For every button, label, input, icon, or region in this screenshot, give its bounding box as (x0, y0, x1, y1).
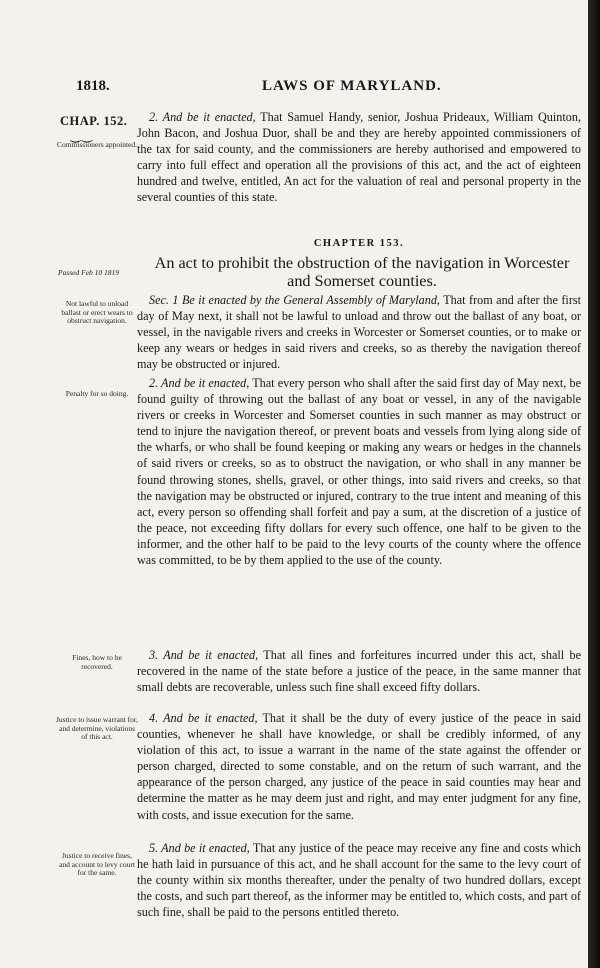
margin-note-justice-issue: Justice to issue warrant for, and determine, violations of this act. (56, 715, 138, 741)
chap152-section-2 (137, 109, 581, 206)
section-text: That every person who shall after the said first day of May next, be found guilty of throwing out the ballast of any boat or vessel, in any of the navigable rivers or creeks in Worcester and Somerset counties in such manner as may obstruct or tend to injure the navigation thereof, or prevent boats and vessels from lying along side of the wharfs, or who shall be found keeping or making any wears or hedges in the channels of said rivers or creeks, so as to obstruct the navigation, or who shall in any manner be found throwing stones, shells, gravel, or other things, into said rivers and creeks, so that the navigation may be obstructed or injured, contrary to the true intent and meaning of this act, every person so offending shall forfeit and pay a sum, at the discretion of a justice of the peace, not exceeding fifty dollars for every such offence, one half to be given to the informer, and the other half to be paid to the levy courts of the county where the offence was committed, to be by them applied to the use of the county. (137, 376, 581, 568)
chapter-title: CHAPTER 153. (313, 238, 405, 249)
brace-glyph: ⏝⏝ (70, 128, 94, 142)
chap153-section-3 (137, 647, 581, 695)
chap153-section-1 (137, 292, 581, 372)
act-title: An act to prohibit the obstruction of the navigation in Worcester and Somerset counties. (154, 254, 570, 291)
section-text: That from and after the first day of May next, it shall not be lawful to unload and throw out the ballast of any boat, or vessel, in the navigable rivers and creeks in Worcester or Somerset counties, or to make or keep any wears or hedges in said rivers and creeks, so as thereby the navigation thereof may be obstructed or injured. (137, 293, 582, 372)
margin-note-not-lawful: Not lawful to unload ballast or erect wears to obstruct navigation. (61, 299, 133, 325)
margin-passed-date: Passed Feb 10 1819 (58, 268, 120, 277)
book-spine-shadow (588, 0, 600, 968)
margin-note-commissioners: Commissioners appointed. (57, 140, 137, 149)
margin-note-justice-receive: Justice to receive fines, and account to levy court for the same. (59, 851, 135, 877)
section-lead: Sec. 1 Be it enacted by the General Assembly of Maryland, (149, 293, 440, 307)
section-text: That any justice of the peace may receive any fine and costs which he hath laid in pursuance of this act, and he shall account for the same to the levy court of the county within six months thereafter, under the penalty of two hundred dollars, except the costs, and such part thereof, as the informer may be entitled to, which costs, and part of such fine, shall be paid to the persons entitled thereto. (137, 841, 581, 920)
chap153-section-5 (137, 840, 581, 920)
section-lead: 5. And be it enacted, (149, 841, 250, 855)
chap153-section-2 (137, 375, 581, 568)
section-text: That it shall be the duty of every justice of the peace in said counties, whenever he shall have knowledge, or shall be credibly informed, of any violation of this act, to issue a warrant in the name of the state against the offender or person charged, directed to some constable, and on the return of such warrant, and the appearance of the person charged, any justice of the peace in said counties may hear and determine the matter as he may deem just and right, and may enter judgment for any fine, with costs, and issue execution for the same. (137, 711, 581, 822)
section-lead: 4. And be it enacted, (149, 711, 258, 725)
section-text: That all fines and forfeitures incurred under this act, shall be recovered in the name of the state before a justice of the peace, in the same manner that small debts are recoverable, unless such fine shall exceed fifty dollars. (137, 648, 581, 695)
page-header (0, 78, 588, 102)
section-lead: 2. And be it enacted, (149, 376, 250, 390)
margin-chapter-label: CHAP. 152. (60, 114, 128, 128)
section-lead: 2. And be it enacted, (149, 110, 256, 124)
chap153-section-4 (137, 710, 581, 823)
section-lead: 3. And be it enacted, (149, 648, 259, 662)
running-title: LAWS OF MARYLAND. (262, 78, 442, 94)
page-year: 1818. (76, 78, 110, 94)
margin-note-penalty: Penalty for so doing. (65, 389, 129, 398)
section-text: That Samuel Handy, senior, Joshua Prideaux, William Quinton, John Bacon, and Joshua Duor, shall be and they are hereby appointed commissioners of the tax for said county, and the commissioners are hereby authorised and empowered to carry into full effect and operation all the provisions of this act, and the act of eighteen hundred and twelve, entitled, An act for the valuation of real and personal property in the several counties of this state. (137, 110, 581, 205)
margin-note-fines: Fines, how to be recovered. (72, 653, 122, 671)
